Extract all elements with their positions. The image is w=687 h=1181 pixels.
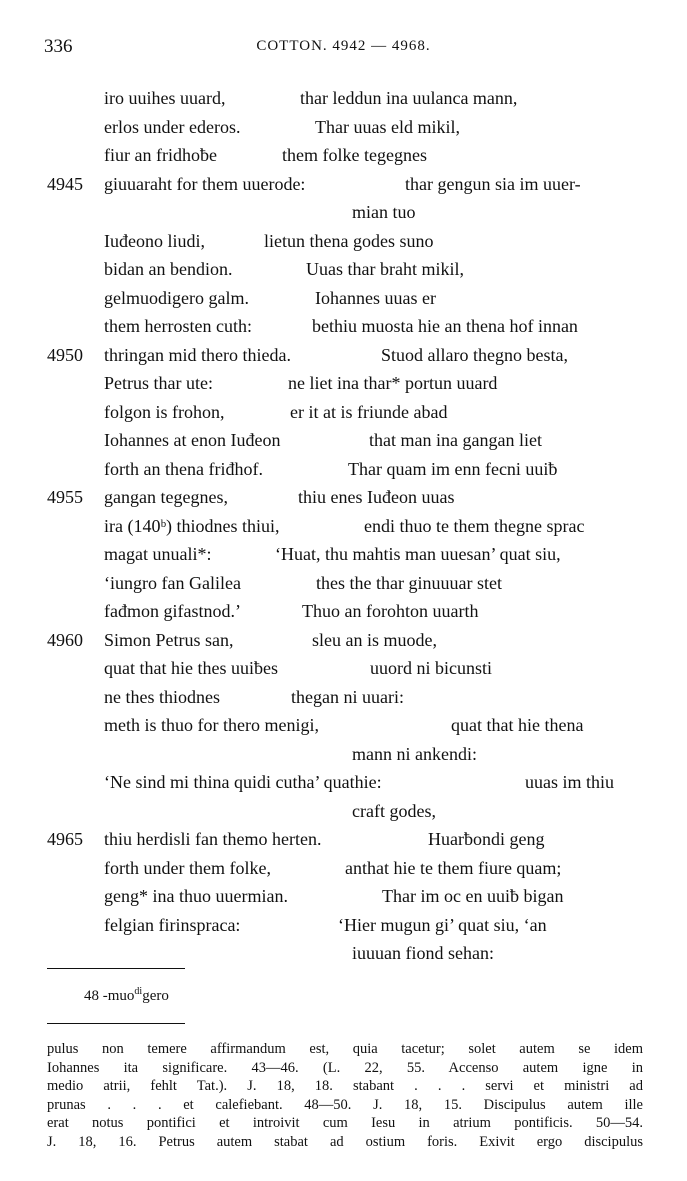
footnote-line: pulus non temere affirmandum est, quia tacetur; solet autem se idem [47,1041,643,1057]
apparatus-note [84,986,169,1005]
first-half-line: iro uuihes uuard, [104,88,226,108]
first-half-line: magat unuali*: [104,544,212,564]
first-half-line: Petrus thar ute: [104,373,213,393]
second-half-line: ‘Huat, thu mahtis man uuesan’ quat siu, [275,544,561,564]
verse-line [0,882,687,911]
second-half-line: mann ni ankendi: [352,743,477,764]
verse-line [0,939,687,968]
verse-line [0,426,687,455]
verse-line [0,654,687,683]
apparatus-line-number: 48 [84,988,99,1004]
first-half-line: erlos under ederos. [104,116,241,137]
verse-line [0,711,687,740]
footnote-line: prunas . . . et calefiebant. 48—50. J. 18, 15. Discipulus autem ille [47,1096,643,1113]
verse-line [0,911,687,940]
commentary-footnote [47,1040,643,1151]
verse-line [0,483,687,512]
apparatus-rule [47,968,185,969]
verse-line [0,255,687,284]
footnote-line: erat notus pontifici et introivit cum Iesu in atrium pontificis. 50—54. [47,1115,643,1131]
verse-line [0,597,687,626]
verse-line [0,227,687,256]
verse-line [0,797,687,826]
first-half-line: thringan mid thero thieda. [104,344,291,365]
verse-line [0,369,687,398]
verse-line [0,312,687,341]
second-half-line: ‘Hier mugun gi’ quat siu, ‘an [338,914,547,935]
second-half-line: Huarƀondi geng [428,829,545,849]
page-number: 336 [44,36,73,57]
second-half-line: mian tuo [352,202,416,222]
first-half-line: them herrosten cuth: [104,316,252,336]
first-half-line: ‘iungro fan Galilea [104,572,241,593]
second-half-line: lietun thena godes suno [264,230,434,251]
verse-line [0,768,687,797]
line-number: 4955 [47,487,83,507]
apparatus-word-start: -muo [102,988,135,1004]
first-half-line: Iohannes at enon Iuđeon [104,430,281,450]
line-number: 4945 [47,173,83,194]
second-half-line: sleu an is muode, [312,629,437,650]
first-half-line: fađmon gifastnod.’ [104,601,241,621]
second-half-line: Thuo an forohton uuarth [302,601,479,621]
verse-line [0,740,687,769]
page-header [0,36,687,62]
first-half-line: folgon is frohon, [104,401,225,422]
second-half-line: Thar im oc en uuiƀ bigan [382,886,564,906]
second-half-line: Stuod allaro thegno besta, [381,344,568,365]
verse-line [0,512,687,541]
line-number: 4960 [47,629,83,650]
first-half-line: meth is thuo for thero menigi, [104,715,319,735]
footnote-line: medio atrii, fehlt Tat.). J. 18, 18. stabant . . . servi et ministri ad [47,1078,643,1094]
first-half-line: ira (140ᵇ) thiodnes thiui, [104,515,280,536]
second-half-line: er it at is friunde abad [290,401,448,422]
verse-line [0,141,687,170]
second-half-line: Thar quam im enn fecni uuiƀ [348,458,558,479]
footnote-line: J. 18, 16. Petrus autem stabat ad ostium foris. Exivit ergo discipulus [47,1133,643,1150]
second-half-line: Uuas thar braht mikil, [306,259,464,279]
verse-line [0,170,687,199]
verse-line [0,455,687,484]
second-half-line: ne liet ina thar* portun uuard [288,373,498,393]
second-half-line: Thar uuas eld mikil, [315,116,460,137]
verse-text [0,84,687,968]
line-number: 4950 [47,344,83,365]
verse-line [0,626,687,655]
first-half-line: bidan an bendion. [104,259,233,279]
first-half-line: felgian firinspraca: [104,914,241,935]
verse-line [0,398,687,427]
first-half-line: ne thes thiodnes [104,686,220,707]
second-half-line: thar gengun sia im uuer- [405,173,581,194]
verse-line [0,84,687,113]
first-half-line: Simon Petrus san, [104,629,234,650]
verse-line [0,198,687,227]
second-half-line: that man ina gangan liet [369,430,542,450]
second-half-line: endi thuo te them thegne sprac [364,515,585,536]
apparatus-word-sup: di [134,986,143,997]
second-half-line: them folke tegegnes [282,145,427,165]
second-half-line: thegan ni uuari: [291,686,404,707]
second-half-line: thar leddun ina uulanca mann, [300,88,518,108]
second-half-line: craft godes, [352,800,436,821]
verse-line [0,825,687,854]
second-half-line: quat that hie thena [451,715,584,735]
second-half-line: iuuuan fiond sehan: [352,943,494,963]
footnote-line: Iohannes ita significare. 43—46. (L. 22, 55. Accenso autem igne in [47,1059,643,1076]
apparatus-word-end: gero [142,988,169,1004]
apparatus-reading [103,988,169,1004]
first-half-line: forth an thena friđhof. [104,458,263,479]
first-half-line: thiu herdisli fan themo herten. [104,829,322,849]
first-half-line: Iuđeono liudi, [104,230,205,251]
verse-line [0,569,687,598]
second-half-line: anthat hie te them fiure quam; [345,857,562,878]
first-half-line: gangan tegegnes, [104,487,228,507]
verse-line [0,683,687,712]
first-half-line: gelmuodigero galm. [104,287,249,308]
second-half-line: uuas im thiu [525,772,614,792]
second-half-line: thes the thar ginuuuar stet [316,572,502,593]
first-half-line: ‘Ne sind mi thina quidi cutha’ quathie: [104,772,382,792]
line-number: 4965 [47,829,83,849]
running-title: COTTON. 4942 — 4968. [256,38,431,54]
first-half-line: fiur an fridhoƀe [104,145,217,165]
first-half-line: giuuaraht for them uuerode: [104,173,306,194]
first-half-line: geng* ina thuo uuermian. [104,886,288,906]
second-half-line: bethiu muosta hie an thena hof innan [312,316,578,336]
first-half-line: forth under them folke, [104,857,271,878]
verse-line [0,854,687,883]
footnote-rule [47,1023,185,1024]
verse-line [0,341,687,370]
verse-line [0,284,687,313]
verse-line [0,540,687,569]
second-half-line: uuord ni bicunsti [370,658,492,678]
second-half-line: Iohannes uuas er [315,287,436,308]
second-half-line: thiu enes Iuđeon uuas [298,487,455,507]
first-half-line: quat that hie thes uuiƀes [104,658,278,678]
verse-line [0,113,687,142]
